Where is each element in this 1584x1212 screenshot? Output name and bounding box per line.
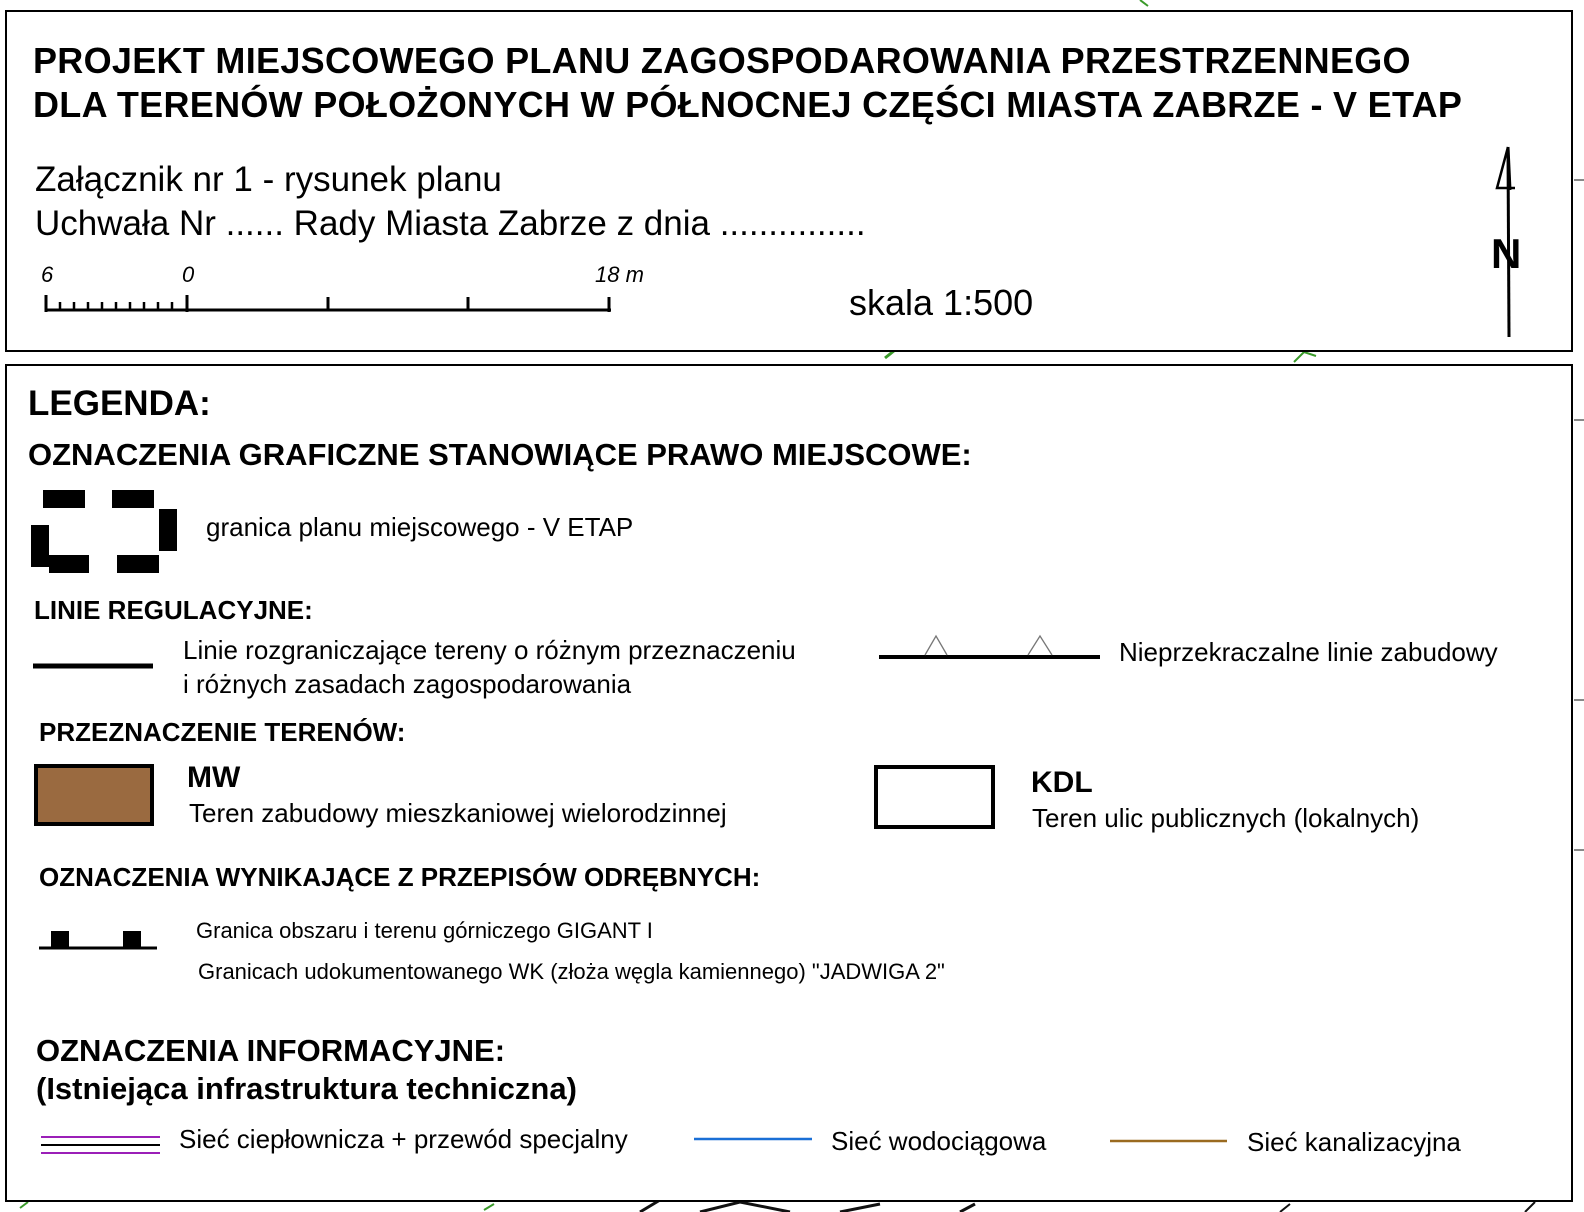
land-use-heading: PRZEZNACZENIE TERENÓW:	[39, 717, 406, 747]
info-heading: OZNACZENIA INFORMACYJNE:	[36, 1033, 506, 1068]
water-label: Sieć wodociągowa	[831, 1126, 1047, 1156]
section-law-heading: OZNACZENIA GRAFICZNE STANOWIĄCE PRAWO MIEJSCOWE:	[28, 437, 972, 472]
scale-bar-label-right: 18 m	[595, 262, 644, 287]
attachment-label: Załącznik nr 1 - rysunek planu	[35, 160, 502, 199]
heating-label: Sieć ciepłownicza + przewód specjalny	[179, 1124, 628, 1154]
north-label: N	[1491, 230, 1522, 277]
regulation-heading: LINIE REGULACYJNE:	[34, 595, 313, 625]
coal-deposit-label: Granicach udokumentowanego WK (złoża węgla kamiennego) "JADWIGA 2"	[198, 959, 945, 984]
resolution-label: Uchwała Nr ...... Rady Miasta Zabrze z dnia ...............	[35, 204, 866, 243]
plan-boundary-label: granica planu miejscowego - V ETAP	[206, 512, 634, 542]
separate-regs-heading: OZNACZENIA WYNIKAJĄCE Z PRZEPISÓW ODRĘBNYCH:	[39, 862, 761, 892]
legend-panel	[5, 364, 1573, 1202]
sewer-label: Sieć kanalizacyjna	[1247, 1127, 1461, 1157]
mw-code: MW	[187, 761, 241, 794]
demarcation-label-line1: Linie rozgraniczające tereny o różnym przeznaczeniu	[183, 635, 796, 665]
scale-bar-label-zero: 0	[182, 262, 195, 287]
infrastructure-line-symbols	[7, 366, 1575, 1204]
header-panel	[5, 10, 1573, 352]
info-subheading: (Istniejąca infrastruktura techniczna)	[36, 1071, 577, 1106]
legend-title: LEGENDA:	[28, 384, 211, 423]
plan-title-line2: DLA TERENÓW POŁOŻONYCH W PÓŁNOCNEJ CZĘŚCI MIASTA ZABRZE - V ETAP	[33, 84, 1463, 125]
plan-title-line1: PROJEKT MIEJSCOWEGO PLANU ZAGOSPODAROWANIA PRZESTRZENNEGO	[33, 40, 1411, 81]
scale-bar-label-left: 6	[41, 262, 54, 287]
kdl-description: Teren ulic publicznych (lokalnych)	[1032, 803, 1420, 833]
kdl-code: KDL	[1031, 766, 1093, 799]
building-line-label: Nieprzekraczalne linie zabudowy	[1119, 637, 1498, 667]
demarcation-label-line2: i różnych zasadach zagospodarowania	[183, 669, 632, 699]
mw-description: Teren zabudowy mieszkaniowej wielorodzinnej	[189, 798, 727, 828]
scale-text: skala 1:500	[849, 282, 1034, 323]
mining-boundary-label: Granica obszaru i terenu górniczego GIGANT I	[196, 918, 653, 943]
